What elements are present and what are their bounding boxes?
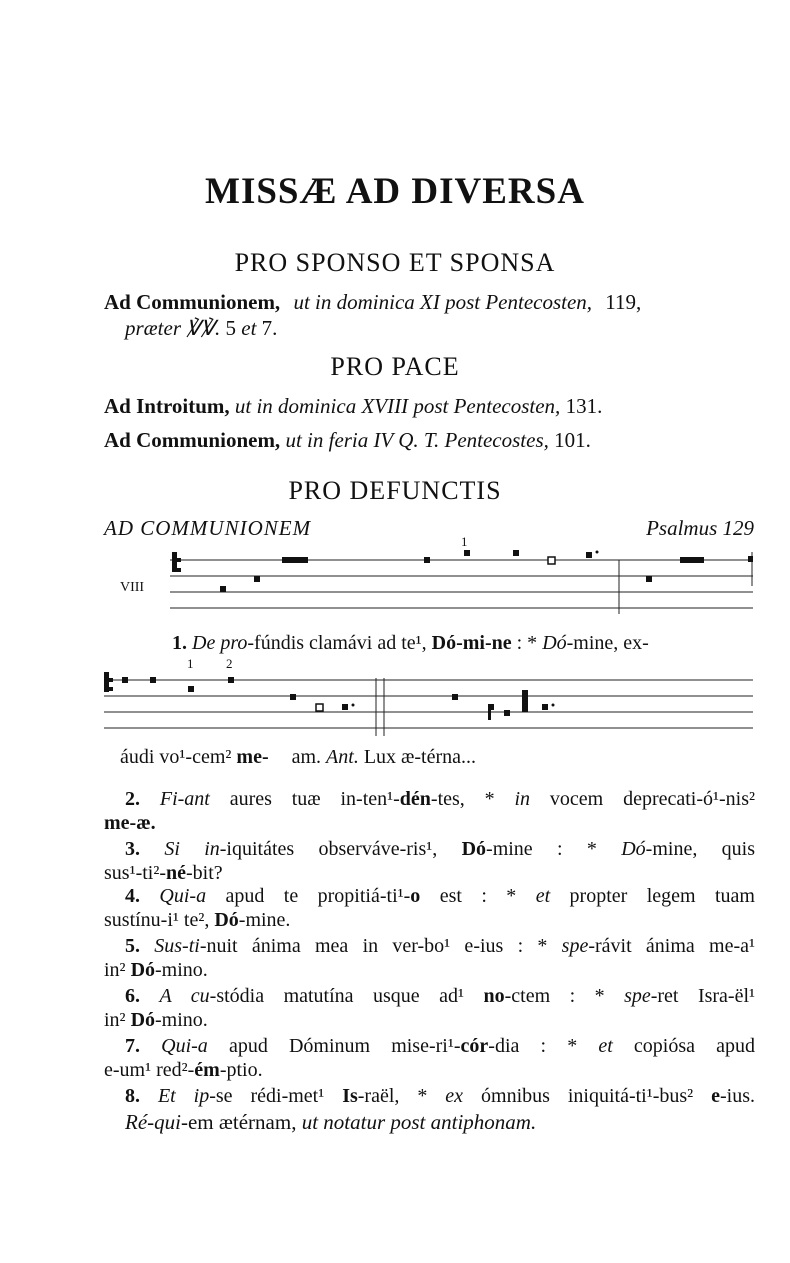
verse-text: -ctem : *	[504, 985, 625, 1007]
psalm-verse	[125, 985, 755, 1008]
ant-abbrev: Ant.	[326, 746, 359, 768]
verse-text: in	[514, 788, 531, 810]
page-title: MISSÆ AD DIVERSA	[205, 171, 585, 212]
chant-syllables: Dó-	[542, 632, 574, 654]
verse-text: in²	[104, 959, 131, 981]
verse-text: est : *	[420, 885, 536, 907]
psalm-label: Psalmus 129	[646, 516, 754, 540]
psalm-verse	[125, 1085, 755, 1108]
custos-icon	[748, 556, 753, 562]
verse-text: et	[598, 1035, 613, 1057]
verse-text: et	[535, 885, 551, 907]
neume	[452, 694, 458, 700]
verse-text: -raël, *	[357, 1085, 446, 1107]
verse-number: 7.	[125, 1035, 162, 1057]
chant-text-line-1	[172, 632, 649, 655]
chant-syllables: mine, ex-	[573, 632, 649, 654]
verse-text: -mine : *	[486, 838, 622, 860]
verse-text: apud Dóminum mise-ri¹-	[207, 1035, 461, 1057]
neume	[586, 552, 592, 558]
verse-text: -stódia matutína usque ad¹	[209, 985, 484, 1007]
verse-text: Is	[342, 1085, 358, 1107]
communion-ref: ut in dominica XI post Pentecosten,	[293, 290, 593, 314]
psalm-verse	[125, 885, 755, 908]
verse-text: -mino.	[155, 1009, 208, 1031]
sponso-communion-line	[104, 290, 754, 315]
pace-introit-line	[104, 394, 602, 419]
verse-text: -tes, *	[430, 788, 515, 810]
ad-communionem-label: AD COMMUNIONEM	[104, 516, 312, 540]
verse-text: -rávit ánima me-a¹	[588, 935, 755, 957]
psalm-verse-continuation	[104, 959, 208, 982]
verse-text: A cu	[159, 985, 210, 1007]
pace-communion-page: 101.	[554, 428, 591, 452]
verse-text: e	[711, 1085, 720, 1107]
sponso-communion-cont	[125, 316, 277, 341]
psalm-verse-continuation	[104, 909, 290, 932]
closing-rubric: ut notatur post antiphonam.	[301, 1110, 537, 1134]
verse-text: vocem deprecati-ó¹-nis²	[530, 788, 755, 810]
chant-text-line-2	[120, 746, 476, 769]
chant-staff-2	[104, 672, 755, 738]
section-heading-defunctis: PRO DEFUNCTIS	[288, 476, 502, 505]
chant-syllables: áudi vo¹-cem²	[120, 746, 232, 768]
neume	[522, 690, 528, 712]
verse-ref-5: 5	[225, 316, 236, 340]
section-heading-pace: PRO PACE	[330, 352, 460, 381]
verse-text: apud te propitiá-ti¹-	[206, 885, 411, 907]
verse-number: 1.	[172, 632, 187, 654]
verse-text: in²	[104, 1009, 131, 1031]
accent-number: 2	[226, 656, 233, 671]
verse-text: Dó	[621, 838, 646, 860]
accent-number: 1	[461, 534, 468, 549]
et-text: et	[241, 316, 257, 340]
communion-label: Ad Communionem,	[104, 290, 281, 314]
psalm-verse	[125, 935, 755, 958]
verse-text: no	[483, 985, 505, 1007]
neume	[542, 704, 548, 710]
verse-number: 6.	[125, 985, 160, 1007]
do-clef-icon	[104, 672, 109, 692]
neume	[513, 550, 519, 556]
verse-text: -nuit ánima mea in ver-bo¹ e-ius : *	[199, 935, 562, 957]
neume	[290, 694, 296, 700]
verse-text: me-æ.	[104, 812, 156, 834]
verse-text: aures tuæ in-ten¹-	[209, 788, 400, 810]
chant-syllables: am.	[291, 746, 322, 768]
psalm-verse-continuation	[104, 812, 156, 835]
verse-text: sustínu-i¹ te²,	[104, 909, 215, 931]
verse-text: Qui-a	[159, 885, 207, 907]
verse-text: e-um¹ red²-	[104, 1059, 195, 1081]
section-heading-sponso: PRO SPONSO ET SPONSA	[234, 248, 556, 277]
neume	[228, 677, 234, 683]
neume	[122, 677, 128, 683]
psalm-verse	[125, 838, 755, 861]
psalm-verse-continuation	[104, 862, 223, 885]
verse-text: spe	[561, 935, 589, 957]
verse-number: 8.	[125, 1085, 158, 1107]
verse-text: Fi-ant	[159, 788, 210, 810]
verse-text: Sus-ti	[154, 935, 200, 957]
verse-text: né	[166, 862, 186, 884]
verse-text: copiósa apud	[612, 1035, 756, 1057]
verse-text: ómnibus iniquitá-ti¹-bus²	[463, 1085, 712, 1107]
verse-text: dén	[399, 788, 431, 810]
neume	[220, 586, 226, 592]
verse-text: -mine, quis	[645, 838, 755, 860]
do-clef-icon	[172, 552, 177, 572]
verse-text: -ius.	[720, 1085, 755, 1107]
chant-staff-1	[170, 548, 755, 618]
accent-number: 1	[187, 656, 194, 671]
psalm-verse	[125, 1035, 755, 1058]
psalm-verse-continuation	[104, 1009, 208, 1032]
verse-text: -bit?	[186, 862, 223, 884]
chant-syllables: fúndis clamávi ad te¹,	[254, 632, 427, 654]
closing-incipit: Ré-qui	[125, 1110, 181, 1134]
closing-text: -em ætérnam,	[180, 1110, 297, 1134]
verse-text: propter legem tuam	[550, 885, 755, 907]
neume	[342, 704, 348, 710]
verse-number: 4.	[125, 885, 160, 907]
neume	[282, 557, 308, 563]
neume	[680, 557, 704, 563]
verse-text: -se rédi-met¹	[209, 1085, 343, 1107]
verse-text: Et ip	[157, 1085, 210, 1107]
verse-text: Si in	[164, 838, 220, 860]
introit-page: 131.	[565, 394, 603, 418]
verse-text: -iquitátes observáve-ris¹,	[219, 838, 462, 860]
verse-text: -mine.	[238, 909, 291, 931]
verse-text: -mino.	[155, 959, 208, 981]
verse-number: 2.	[125, 788, 160, 810]
neume	[548, 557, 555, 564]
communion-page: 119,	[605, 290, 642, 314]
verse-text: cór	[460, 1035, 489, 1057]
chant-syllables: : *	[516, 632, 538, 654]
verse-text: ex	[445, 1085, 464, 1107]
verse-number: 5.	[125, 935, 155, 957]
verse-ref-7: 7.	[261, 316, 278, 340]
verse-number: 3.	[125, 838, 165, 860]
praeter-text: præter ℣℣.	[125, 316, 221, 340]
verse-text: Dó	[461, 838, 487, 860]
verse-text: spe	[624, 985, 651, 1007]
neume	[316, 704, 323, 711]
neume	[254, 576, 260, 582]
pace-communion-label: Ad Communionem,	[104, 428, 281, 452]
verse-text: Dó	[130, 1009, 156, 1031]
verse-text: ém	[194, 1059, 220, 1081]
introit-label: Ad Introitum,	[104, 394, 230, 418]
psalm-verse	[125, 788, 755, 811]
neume	[424, 557, 430, 563]
verse-text: -ret Isra-ël¹	[650, 985, 756, 1007]
neume	[150, 677, 156, 683]
neume	[504, 710, 510, 716]
neume	[464, 550, 470, 556]
pace-communion-line	[104, 428, 591, 453]
verse-text: o	[410, 885, 421, 907]
introit-ref: ut in dominica XVIII post Pentecosten,	[234, 394, 561, 418]
psalm-verse-continuation	[104, 1059, 263, 1082]
neume	[646, 576, 652, 582]
ant-incipit: Lux æ-térna...	[363, 746, 477, 768]
chant-syllables: De pro-	[192, 632, 255, 654]
verse-text: -dia : *	[488, 1035, 599, 1057]
verse-text: sus¹-ti²-	[104, 862, 166, 884]
pace-communion-ref: ut in feria IV Q. T. Pentecostes,	[285, 428, 549, 452]
verse-text: Qui-a	[161, 1035, 208, 1057]
neume	[188, 686, 194, 692]
verse-text: -ptio.	[219, 1059, 263, 1081]
closing-line	[125, 1110, 536, 1135]
chant-syllables: me-	[236, 746, 269, 768]
mode-label: VIII	[120, 580, 145, 595]
verse-text: Dó	[214, 909, 239, 931]
chant-syllables: Dó-mi-ne	[431, 632, 512, 654]
verse-text: Dó	[130, 959, 156, 981]
